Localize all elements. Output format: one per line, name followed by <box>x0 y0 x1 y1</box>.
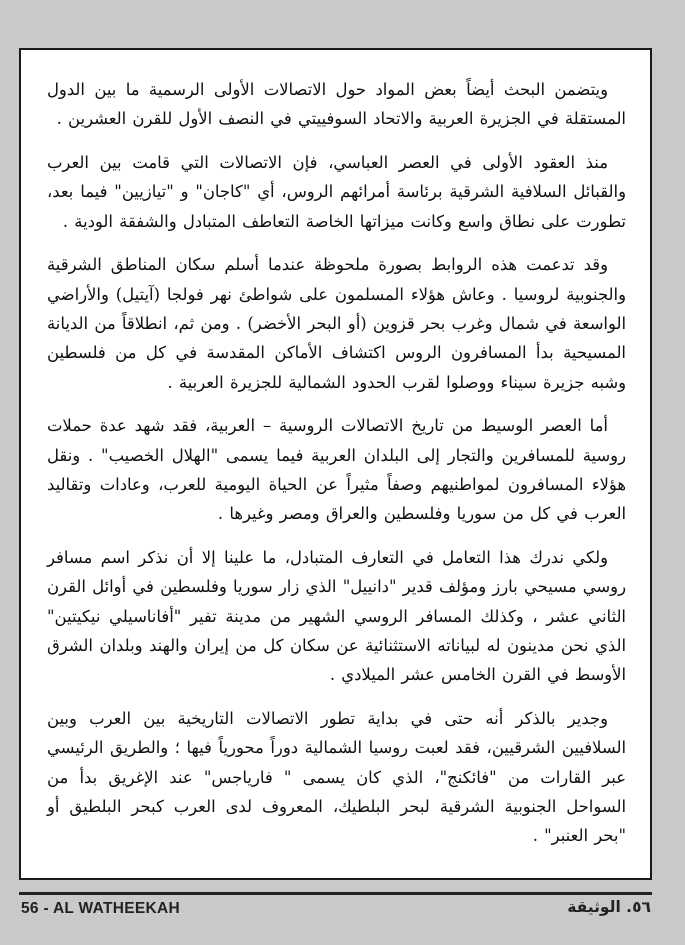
page-footer <box>0 880 685 945</box>
article-text-box <box>19 48 652 880</box>
footer-page-label-arabic: ٥٦. الوثيقة <box>567 898 651 916</box>
footer-divider <box>19 892 652 895</box>
footer-page-label-english: 56 - AL WATHEEKAH <box>21 900 180 917</box>
paragraph-3: وقد تدعمت هذه الروابط بصورة ملحوظة عندما أسلم سكان المناطق الشرقية والجنوبية لروسيا . وعاش هؤلاء المسلمون على شواطئ نهر فولجا (آيتيل) والأراضي الواسعة في شمال وغرب بحر قزوين (أو البحر الأخضر) . ومن ثم، انطلاقاً من الديانة المسيحية بدأ المسافرون الروس اكتشاف الأماكن المقدسة في كل من فلسطين وشبه جزيرة سيناء ووصلوا لقرب الحدود الشمالية للجزيرة العربية . <box>47 255 626 392</box>
paragraph-5: ولكي ندرك هذا التعامل في التعارف المتبادل، ما علينا إلا أن نذكر اسم مسافر روسي مسيحي بارز ومؤلف قدير "دانييل" الذي زار سوريا وفلسطين في أوائل القرن الثاني عشر ، وكذلك المسافر الروسي الشهير من مدينة تفير "أفاناسيلي نيكيتين" الذي نحن مدينون له لبياناته الاستثنائية عن سكان كل من إيران والهند وبلدان الشرق الأوسط في القرن الخامس عشر الميلادي . <box>47 548 626 685</box>
paragraph-1: ويتضمن البحث أيضاً بعض المواد حول الاتصالات الأولى الرسمية ما بين الدول المستقلة في الجزيرة العربية والاتحاد السوفييتي في النصف الأول للقرن العشرين . <box>47 80 626 129</box>
paragraph-2: منذ العقود الأولى في العصر العباسي، فإن الاتصالات التي قامت بين العرب والقبائل السلافية الشرقية برئاسة أمرائهم الروس، أي "كاجان" و "تيازيين" فيما بعد، تطورت على نطاق واسع وكانت ميزاتها الخاصة التعاطف المتبادل والشفقة الودية . <box>47 153 626 231</box>
paragraph-4: أما العصر الوسيط من تاريخ الاتصالات الروسية – العربية، فقد شهد عدة حملات روسية للمسافرين والتجار إلى البلدان العربية فيما يسمى "الهلال الخصيب" . ونقل هؤلاء المسافرون لمواطنيهم وصفاً مثيراً عن الحياة اليومية للعرب، وعادات وتقاليد العرب في كل من سوريا وفلسطين والعراق ومصر وغيرها . <box>47 416 626 524</box>
paragraph-6: وجدير بالذكر أنه حتى في بداية تطور الاتصالات التاريخية بين العرب وبين السلافيين الشرقيين، فقد لعبت روسيا الشمالية دوراً محورياً فيها ؛ والطريق الرئيسي عبر القارات من "فائكنج"، الذي كان يسمى " فارياجس" عند الإغريق بدأ من السواحل الجنوبية الشرقية لبحر البلطيك، المعروف لدى العرب كبحر البلطيق أو "بحر العنبر" . <box>47 709 626 846</box>
